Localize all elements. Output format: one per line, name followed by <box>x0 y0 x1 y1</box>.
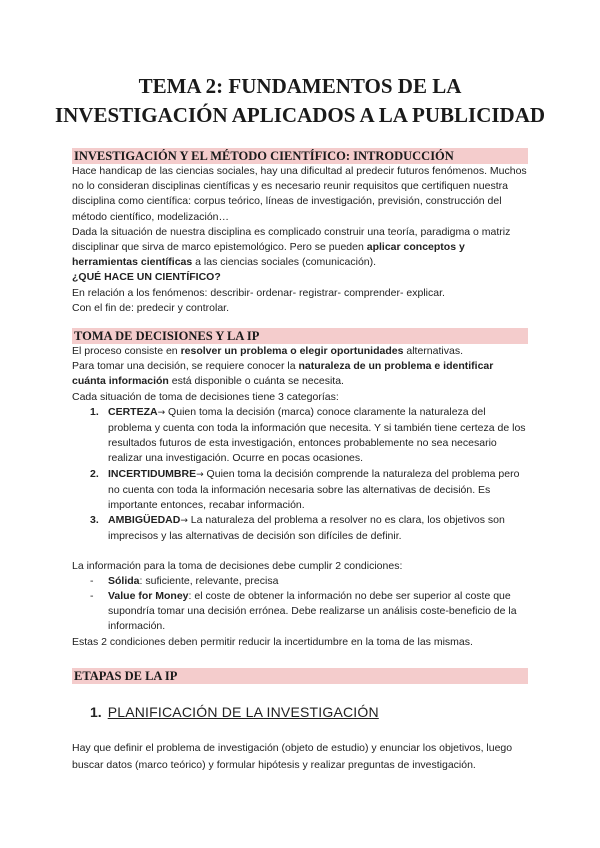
paragraph: En relación a los fenómenos: describir- ordenar- registrar- comprender- explicar. <box>72 286 445 299</box>
stage-title: PLANIFICACIÓN DE LA INVESTIGACIÓN <box>107 703 379 720</box>
document-title <box>0 72 600 130</box>
document-body <box>72 148 528 774</box>
list-item: 2. INCERTIDUMBRE→ Quien toma la decisión comprende la naturaleza del problema pero no cuenta con toda la información necesaria sobre las alternativas de decisión. Es importante entonces, recabar información. <box>90 467 520 512</box>
paragraph: Para tomar una decisión, se requiere conocer la naturaleza de un problema e identificar cuánta información está disponible o cuánta se necesita. <box>72 360 494 388</box>
paragraph: La información para la toma de decisiones debe cumplir 2 condiciones: <box>72 559 403 572</box>
bold-text: resolver un problema o elegir oportunidades <box>180 345 404 358</box>
arrow-icon: → <box>180 516 188 527</box>
arrow-icon: → <box>157 407 166 418</box>
paragraph: Cada situación de toma de decisiones tiene 3 categorías: <box>72 390 339 403</box>
section-heading-intro: INVESTIGACIÓN Y EL MÉTODO CIENTÍFICO: INTRODUCCIÓN <box>72 148 528 164</box>
paragraph: Estas 2 condiciones deben permitir reducir la incertidumbre en la toma de las mismas. <box>72 635 473 648</box>
conditions-list <box>72 574 528 635</box>
title-line-1: TEMA 2: FUNDAMENTOS DE LA <box>138 74 462 98</box>
title-line-2: INVESTIGACIÓN APLICADOS A LA PUBLICIDAD <box>54 103 546 127</box>
section-heading-stages: ETAPAS DE LA IP <box>72 668 528 684</box>
paragraph: Hace handicap de las ciencias sociales, hay una dificultad al predecir futuros fenómenos. Muchos no lo consideran disciplinas científicas y es necesario reunir requisitos que certifiquen nuestra disciplina como científica: corpus teórico, líneas de investigación, previsión, construcción del método científico, modelización… <box>72 165 527 223</box>
bold-text: aplicar conceptos y herramientas científicas <box>72 241 465 269</box>
paragraph: El proceso consiste en resolver un problema o elegir oportunidades alternativas. <box>72 345 463 358</box>
list-item: 3. AMBIGÜEDAD→ La naturaleza del problema a resolver no es clara, los objetivos son imprecisos y las alternativas de decisión son difíciles de definir. <box>90 514 505 543</box>
categories-list <box>72 405 528 545</box>
section-heading-decisions: TOMA DE DECISIONES Y LA IP <box>72 328 528 344</box>
list-item: - Sólida: suficiente, relevante, precisa <box>90 574 279 587</box>
arrow-icon: → <box>196 469 204 480</box>
paragraph: Hay que definir el problema de investigación (objeto de estudio) y enunciar los objetivos, luego buscar datos (marco teórico) y formular hipótesis y realizar preguntas de investigación. <box>72 741 513 771</box>
paragraph: Con el fin de: predecir y controlar. <box>72 301 229 314</box>
list-item: - Value for Money: el coste de obtener la información no debe ser superior al coste que supondría tomar una decisión errónea. Debe realizarse un análisis coste-beneficio de la información. <box>90 590 517 633</box>
paragraph: Dada la situación de nuestra disciplina es complicado construir una teoría, paradigma o matriz disciplinar que sirva de marco epistemológico. Pero se pueden aplicar conceptos y herramientas científicas a las ciencias sociales (comunicación). <box>72 225 511 269</box>
stage-heading: 1. PLANIFICACIÓN DE LA INVESTIGACIÓN <box>90 703 379 720</box>
bold-text: naturaleza de un problema e identificar cuánta información <box>72 360 494 388</box>
list-item: 1. CERTEZA→ Quien toma la decisión (marca) conoce claramente la naturaleza del problema y cuenta con toda la información que necesita. Y si también tiene certeza de los resultados futuros de esta investigación, entonces probablemente no sea necesario realizar una investigación. Ocurre en pocas ocasiones. <box>90 405 526 465</box>
question-heading: ¿QUÉ HACE UN CIENTÍFICO? <box>72 271 221 284</box>
